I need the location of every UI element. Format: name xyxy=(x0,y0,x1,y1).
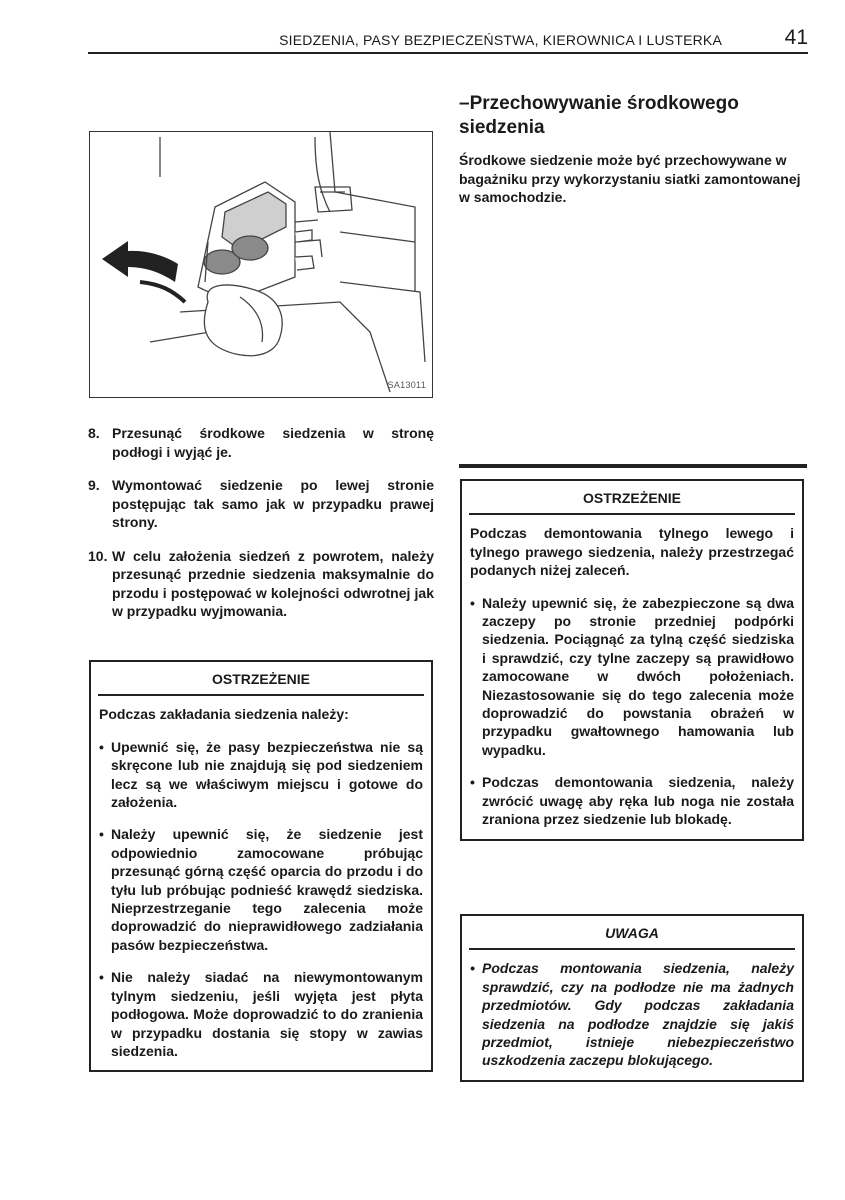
step-number: 9. xyxy=(88,477,100,493)
bullet-icon: • xyxy=(99,826,104,843)
bullet-icon: • xyxy=(470,960,475,977)
step-text: W celu założenia siedzeń z powrotem, należy przesunąć przednie siedzenia maksymalnie do przodu i postępować w kolejności odwrotnej jak w przypadku wyjmowania. xyxy=(112,547,434,619)
direction-arrow xyxy=(102,241,185,302)
bullet-icon: • xyxy=(99,738,104,755)
warning-bullet xyxy=(470,594,794,760)
step-text: Wymontować siedzenie po lewej stronie postępując tak samo jak w przypadku prawej strony. xyxy=(112,477,434,530)
warning-bullet-text: Podczas demontowania siedzenia, należy zwrócić uwagę aby ręka lub noga nie została zraniona przez siedzenie lub blokadę. xyxy=(482,774,794,828)
step-item xyxy=(88,424,434,461)
section-divider xyxy=(459,464,807,468)
notice-heading: UWAGA xyxy=(469,916,795,950)
steps-list xyxy=(88,424,434,636)
bullet-icon: • xyxy=(470,594,475,611)
bullet-icon: • xyxy=(470,774,475,791)
notice-bullet xyxy=(470,959,794,1069)
notice-bullet-text: Podczas montowania siedzenia, należy sprawdzić, czy na podłodze nie ma żadnych przedmiotów. Gdy podczas zakładania siedzenia na podłodze znajdzie się jakiś przedmiot, istnieje niebezpieczeństwo uszkodzenia zaczepu blokującego. xyxy=(482,960,794,1069)
page-header xyxy=(88,26,808,54)
warning-bullet-text: Nie należy siadać na niewymontowanym tylnym siedzeniu, jeśli wyjęta jest płyta podłogowa. Może doprowadzić to do zranienia w przypadku dostania się stopy w zawias siedzenia. xyxy=(111,969,423,1059)
step-item xyxy=(88,547,434,621)
warning-bullet-text: Upewnić się, że pasy bezpieczeństwa nie są skręcone lub nie znajdują się pod siedzeniem lecz są we właściwym miejscu i gotowe do założenia. xyxy=(111,738,423,811)
warning-bullet xyxy=(99,968,423,1060)
section-text: Środkowe siedzenie może być przechowywane w bagażniku przy wykorzystaniu siatki zamontowanej w samochodzie. xyxy=(459,152,801,205)
step-number: 8. xyxy=(88,425,100,441)
warning-heading: OSTRZEŻENIE xyxy=(98,662,424,696)
step-item xyxy=(88,476,434,532)
warning-heading: OSTRZEŻENIE xyxy=(469,481,795,515)
warning-intro: Podczas zakładania siedzenia należy: xyxy=(99,706,349,723)
bullet-icon: • xyxy=(99,969,104,986)
warning-bullet-text: Należy upewnić się, że zabezpieczone są dwa zaczepy po stronie przedniej podpórki siedzenia. Pociągnąć za tylną część siedziska i sprawdzić, czy tylne zaczepy są prawidłowo zamocowane w dwóch położeniach. Niezastosowanie się do tego zalecenia może doprowadzić do powstania obrażeń w przypadku gwałtownego hamowania lub wypadku. xyxy=(482,594,794,758)
warning-box-installation xyxy=(89,660,433,1072)
header-title: SIEDZENIA, PASY BEZPIECZEŃSTWA, KIEROWNICA I LUSTERKA xyxy=(279,32,722,48)
warning-bullet xyxy=(470,773,794,828)
step-text: Przesunąć środkowe siedzenia w stronę podłogi i wyjąć je. xyxy=(112,425,434,460)
warning-box-removal xyxy=(460,479,804,841)
warning-bullet xyxy=(99,825,423,954)
warning-bullet xyxy=(99,738,423,812)
notice-box xyxy=(460,914,804,1082)
seat-removal-illustration xyxy=(89,131,433,398)
warning-bullet-text: Należy upewnić się, że siedzenie jest odpowiednio zamocowane próbując przesunąć górną część oparcia do przodu i do tyłu lub próbując podnieść krawędź siedziska. Nieprzestrzeganie tego zalecenia może doprowadzić do nieprawidłowego zadziałania pasów bezpieczeństwa. xyxy=(111,826,423,953)
figure-code: SA13011 xyxy=(387,380,426,390)
warning-intro: Podczas demontowania tylnego lewego i tylnego prawego siedzenia, należy przestrzegać podanych niżej zaleceń. xyxy=(470,525,794,579)
page-number: 41 xyxy=(784,26,808,49)
step-number: 10. xyxy=(88,547,108,564)
section-title: –Przechowywanie środkowego siedzenia xyxy=(459,93,739,138)
seat-illustration-drawing xyxy=(90,132,432,397)
